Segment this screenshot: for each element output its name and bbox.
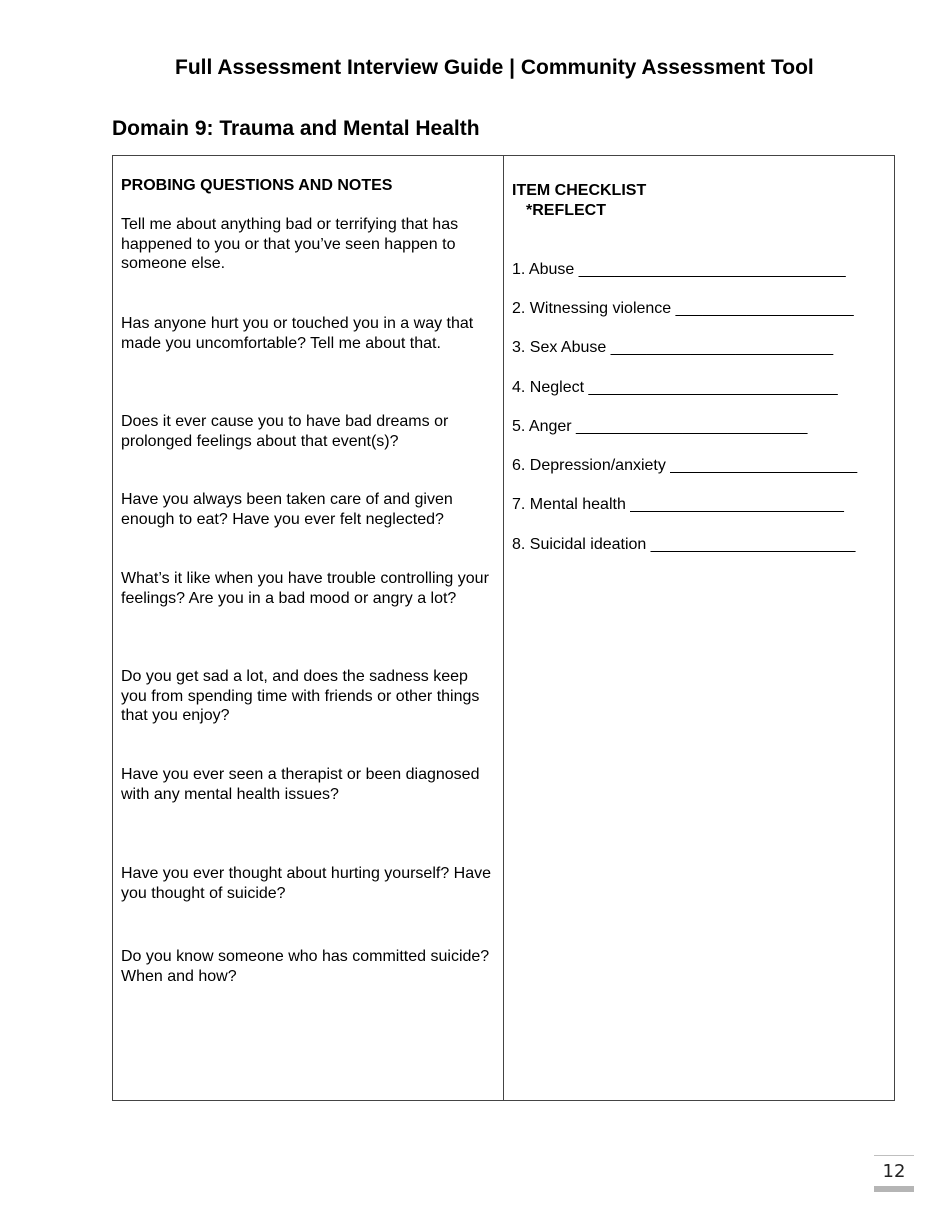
assessment-table [112,155,895,1101]
item-checklist-column [504,156,894,1100]
question-item: Has anyone hurt you or touched you in a way that made you uncomfortable? Tell me about that. [121,315,474,352]
checklist-item: 7. Mental health ________________________ [512,496,844,513]
checklist-item: 2. Witnessing violence ____________________ [512,300,854,317]
reflect-label: *REFLECT [526,202,606,219]
item-checklist-heading: ITEM CHECKLIST [512,182,647,199]
document-header: Full Assessment Interview Guide | Community Assessment Tool [175,56,814,79]
question-item: Have you ever thought about hurting yourself? Have you thought of suicide? [121,865,492,902]
checklist-item: 1. Abuse ______________________________ [512,261,846,278]
checklist-item: 6. Depression/anxiety _____________________ [512,457,858,474]
question-item: Have you ever seen a therapist or been diagnosed with any mental health issues? [121,766,480,803]
checklist-item: 5. Anger __________________________ [512,418,808,435]
checklist-item: 4. Neglect ____________________________ [512,379,838,396]
question-item: Do you know someone who has committed suicide? When and how? [121,948,490,985]
question-item: Have you always been taken care of and given enough to eat? Have you ever felt neglected? [121,491,453,528]
page-number: 12 [874,1155,914,1192]
domain-title: Domain 9: Trauma and Mental Health [112,117,480,140]
question-item: Do you get sad a lot, and does the sadness keep you from spending time with friends or other things that you enjoy? [121,668,480,725]
checklist-item: 3. Sex Abuse _________________________ [512,339,834,356]
checklist-item: 8. Suicidal ideation _______________________ [512,536,856,553]
question-item: Tell me about anything bad or terrifying that has happened to you or that you’ve seen happen to someone else. [121,216,459,273]
question-item: Does it ever cause you to have bad dreams or prolonged feelings about that event(s)? [121,413,449,450]
question-item: What’s it like when you have trouble controlling your feelings? Are you in a bad mood or angry a lot? [121,570,489,607]
probing-questions-column [113,156,504,1100]
page-number-bar [874,1186,914,1192]
probing-questions-heading: PROBING QUESTIONS AND NOTES [121,177,393,194]
